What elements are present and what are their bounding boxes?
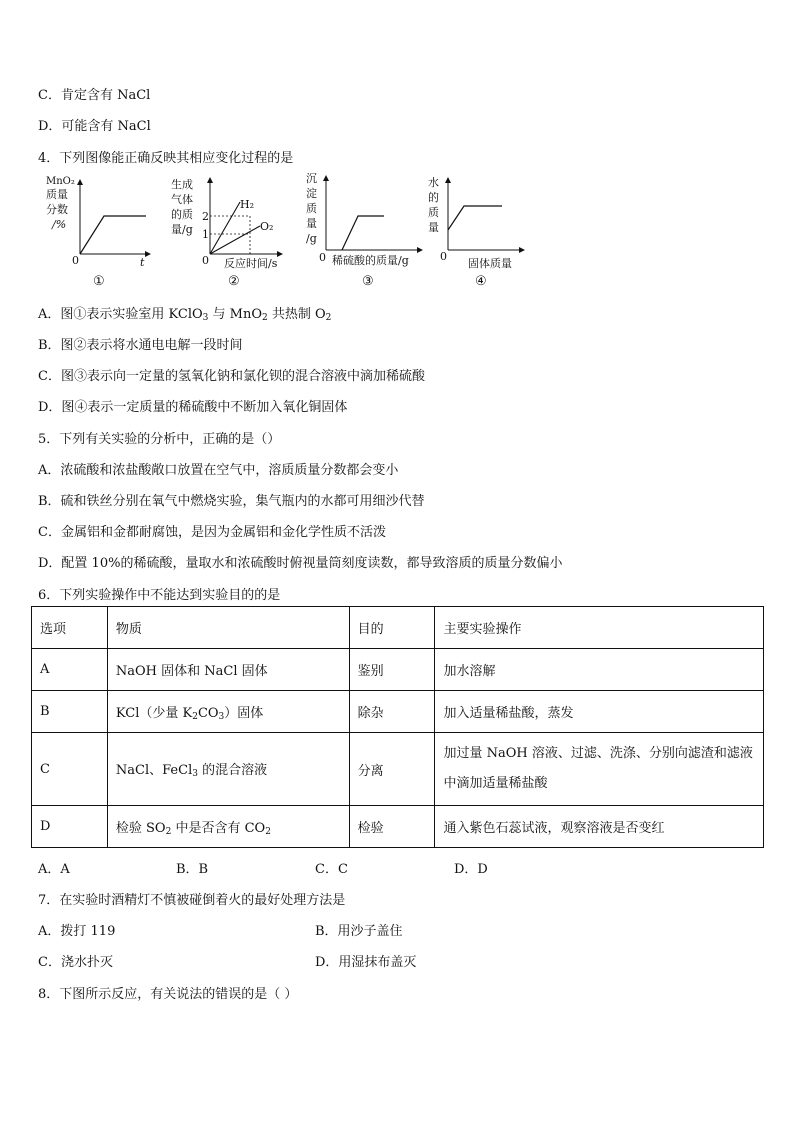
q4-option-b: B．图②表示将水通电电解一段时间 (38, 338, 243, 353)
q4-graphs (38, 168, 558, 290)
graph4-xlabel: 固体质量 (468, 257, 512, 270)
row-c-option: C (32, 733, 108, 806)
graph3-caption: ③ (362, 274, 374, 289)
graph2-tick-1: 1 (202, 228, 209, 241)
row-b-purpose: 除杂 (349, 691, 435, 733)
graph4-ylabel-4: 量 (428, 221, 439, 234)
q6-table (31, 606, 764, 848)
q4-option-a: A．图①表示实验室用 KClO$_3$ 与 MnO$_2$ 共热制 $O_2$ (38, 307, 332, 323)
q6-answer-c: C．C (315, 862, 348, 877)
graph2-ylabel-2: 气体 (171, 193, 193, 206)
graph4-ylabel-3: 质 (428, 206, 439, 219)
row-a-substance: NaOH 固体和 NaCl 固体 (107, 649, 349, 691)
graph-2 (171, 177, 282, 289)
row-a-purpose: 鉴别 (349, 649, 435, 691)
graph1-ylabel-4: /% (52, 218, 67, 231)
row-d-purpose: 检验 (349, 806, 435, 848)
q6-answer-a: A．A (38, 862, 70, 877)
graph2-ylabel-4: 量/g (171, 223, 193, 236)
graph1-ylabel-3: 分数 (46, 203, 68, 216)
header-option: 选项 (32, 607, 108, 649)
graph3-ylabel-1: 沉 (306, 172, 317, 185)
graph4-ylabel-2: 的 (428, 191, 439, 204)
q7-option-a: A．拨打 119 (38, 924, 116, 939)
row-b-option: B (32, 691, 108, 733)
q6-stem: 6．下列实验操作中不能达到实验目的的是 (38, 588, 281, 603)
row-b-substance: KCl（少量 $K_2CO_3$）固体 (107, 691, 349, 733)
row-c-operation: 加过量 NaOH 溶液、过滤、洗涤、分别向滤渣和滤液中滴加适量稀盐酸 (435, 733, 764, 806)
graph2-tick-2: 2 (202, 210, 209, 223)
q7-option-d: D．用湿抹布盖灭 (315, 955, 417, 970)
q6-answer-d: D．D (454, 862, 488, 877)
graph1-xlabel: t (140, 256, 145, 269)
graph1-ylabel-1: MnO₂ (46, 176, 75, 187)
table-row (32, 649, 764, 691)
row-b-operation: 加入适量稀盐酸，蒸发 (435, 691, 764, 733)
row-d-option: D (32, 806, 108, 848)
table-header-row (32, 607, 764, 649)
graph4-origin: 0 (440, 250, 447, 263)
graph3-ylabel-3: 质 (306, 202, 317, 215)
graph3-ylabel-5: /g (306, 232, 317, 245)
q4-stem: 4．下列图像能正确反映其相应变化过程的是 (38, 151, 294, 166)
q6-answer-b: B．B (176, 862, 209, 877)
graph1-caption: ① (93, 274, 105, 289)
row-a-operation: 加水溶解 (435, 649, 764, 691)
q5-option-c: C．金属铝和金都耐腐蚀，是因为金属铝和金化学性质不活泼 (38, 525, 386, 540)
graph1-ylabel-2: 质量 (46, 188, 68, 201)
q7-option-b: B．用沙子盖住 (315, 924, 403, 939)
q5-stem: 5．下列有关实验的分析中，正确的是（） (38, 432, 281, 447)
graph2-origin: 0 (202, 254, 209, 267)
graph3-ylabel-4: 量 (306, 217, 317, 230)
graph1-origin: 0 (72, 254, 79, 267)
graph2-o2-label: O₂ (260, 220, 274, 233)
q4-option-d: D．图④表示一定质量的稀硫酸中不断加入氧化铜固体 (38, 400, 348, 415)
graph2-ylabel-3: 的质 (171, 208, 193, 221)
graph-3 (306, 172, 422, 289)
q7-stem: 7．在实验时酒精灯不慎被碰倒着火的最好处理方法是 (38, 893, 346, 908)
graph2-ylabel-1: 生成 (171, 178, 193, 191)
table-row (32, 691, 764, 733)
header-purpose: 目的 (349, 607, 435, 649)
graph-1 (46, 176, 150, 289)
graph-4 (428, 175, 524, 289)
q5-option-d: D．配置 10%的稀硫酸，量取水和浓硫酸时俯视量筒刻度读数，都导致溶质的质量分数偏小 (38, 556, 563, 571)
q5-option-a: A．浓硫酸和浓盐酸敞口放置在空气中，溶质质量分数都会变小 (38, 463, 399, 478)
table-row (32, 806, 764, 848)
row-d-substance: 检验 $SO_2$ 中是否含有 $CO_2$ (107, 806, 349, 848)
graph4-curve (448, 206, 502, 230)
q7-option-c: C．浇水扑灭 (38, 955, 113, 970)
graph2-xlabel: 反应时间/s (224, 257, 278, 270)
graph3-curve (342, 216, 384, 250)
q3-option-d: D．可能含有 NaCl (38, 119, 151, 134)
graph2-caption: ② (228, 274, 240, 289)
graph3-origin: 0 (319, 251, 326, 264)
header-substance: 物质 (107, 607, 349, 649)
row-c-purpose: 分离 (349, 733, 435, 806)
q5-option-b: B．硫和铁丝分别在氧气中燃烧实验，集气瓶内的水都可用细沙代替 (38, 494, 425, 509)
q4-option-c: C．图③表示向一定量的氢氧化钠和氯化钡的混合溶液中滴加稀硫酸 (38, 369, 425, 384)
graph3-ylabel-2: 淀 (306, 187, 317, 200)
graph2-h2-label: H₂ (240, 198, 255, 211)
row-a-option: A (32, 649, 108, 691)
graph3-xlabel: 稀硫酸的质量/g (332, 254, 409, 267)
header-operation: 主要实验操作 (435, 607, 764, 649)
row-d-operation: 通入紫色石蕊试液，观察溶液是否变红 (435, 806, 764, 848)
row-c-substance: NaCl、FeCl$_3$ 的混合溶液 (107, 733, 349, 806)
graph4-ylabel-1: 水 (428, 176, 439, 189)
table-row (32, 733, 764, 806)
graph1-curve (80, 216, 146, 254)
graph4-caption: ④ (475, 274, 487, 289)
q3-option-c: C．肯定含有 NaCl (38, 88, 151, 103)
q8-stem: 8．下图所示反应，有关说法的错误的是（ ） (38, 987, 298, 1002)
